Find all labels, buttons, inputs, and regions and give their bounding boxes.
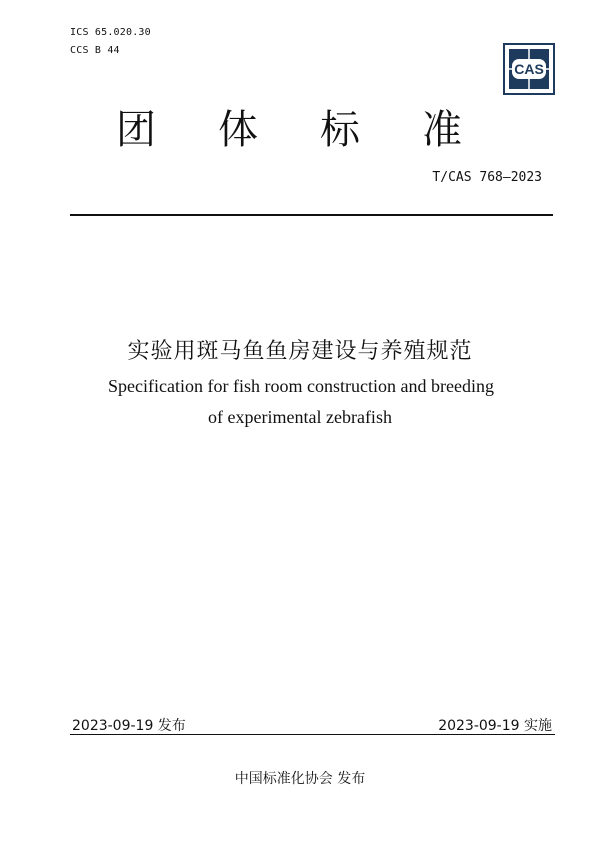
- issue-date: 2023-09-19 发布: [72, 718, 186, 734]
- cas-logo-graphic: [503, 43, 555, 95]
- title-english-line2: of experimental zebrafish: [208, 407, 392, 427]
- document-type-heading: 团体标准: [116, 107, 524, 153]
- implementation-date: 2023-09-19 实施: [438, 718, 552, 734]
- standard-number: T/CAS 768—2023: [432, 170, 542, 185]
- cas-logo: [503, 43, 555, 95]
- ccs-code: CCS B 44: [70, 45, 120, 56]
- footer-divider: [70, 734, 555, 735]
- cas-logo-text: CAS: [514, 61, 544, 77]
- title-english-line1: Specification for fish room construction and breeding: [108, 376, 494, 396]
- header-divider: [70, 214, 553, 216]
- title-chinese: 实验用斑马鱼鱼房建设与养殖规范: [127, 339, 473, 364]
- publisher: 中国标准化协会 发布: [234, 771, 366, 787]
- ics-code: ICS 65.020.30: [70, 27, 151, 38]
